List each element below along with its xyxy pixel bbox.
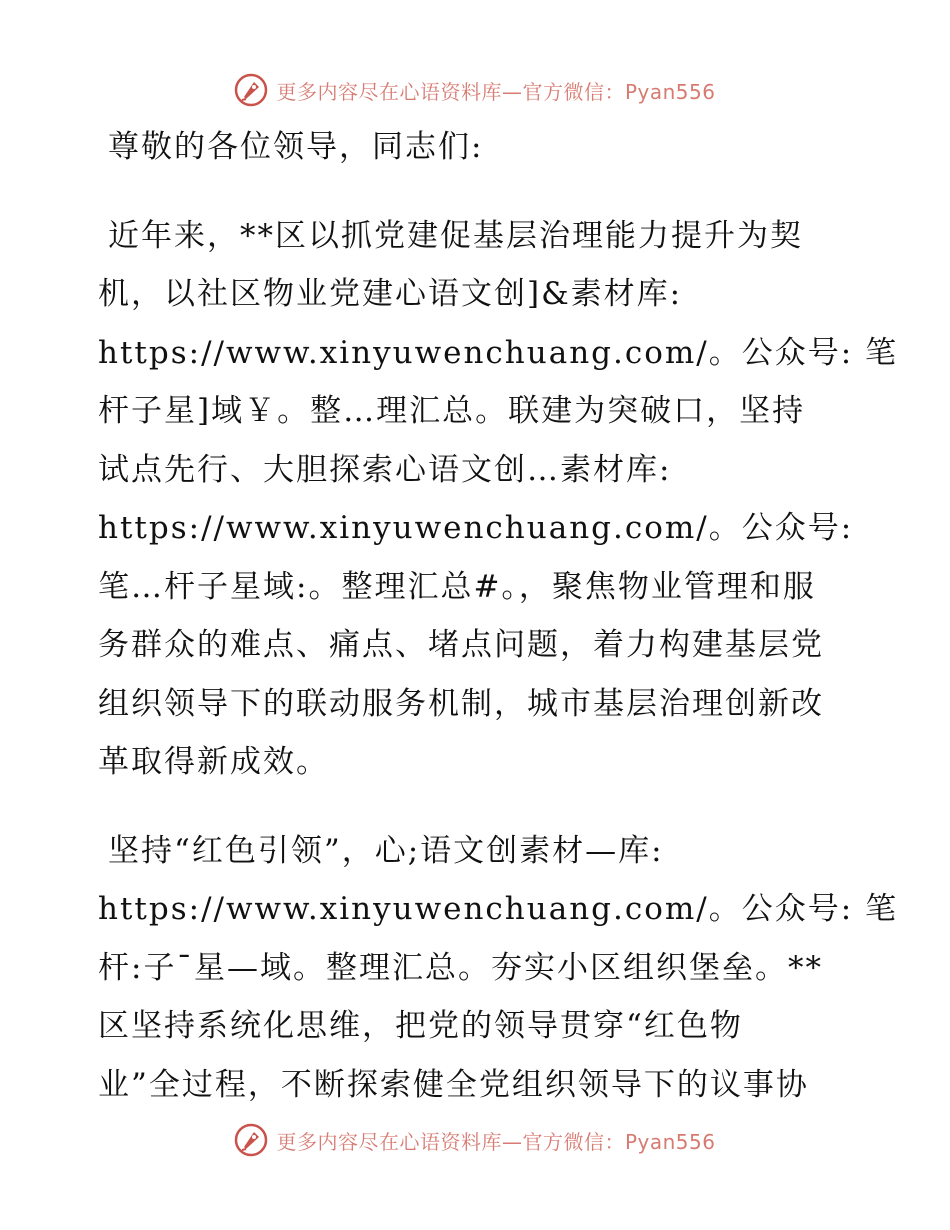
paragraph-2-line: 杆:子¯星—域。整理汇总。夯实小区组织堡垒。** [98, 949, 823, 986]
paragraph-2-line: https://www.xinyuwenchuang.com/。公众号: 笔 [98, 891, 899, 927]
paragraph-1-line: 机，以社区物业党建心语文创]&素材库: [98, 276, 683, 312]
header-banner-text: 更多内容尽在心语资料库—官方微信：Pyan556 [276, 79, 716, 104]
paragraph-1-line: 革取得新成效。 [98, 744, 329, 780]
paragraph-1-line: 杆子星]域￥。整…理汇总。联建为突破口，坚持 [98, 393, 806, 429]
paragraph-2-line: 业”全过程，不断探索健全党组织领导下的议事协 [98, 1066, 809, 1103]
footer-watermark-banner [0, 1120, 950, 1160]
footer-banner-text: 更多内容尽在心语资料库—官方微信：Pyan556 [276, 1129, 716, 1154]
paragraph-2-line: 坚持“红色引领”，心;语文创素材—库: [108, 832, 664, 869]
paragraph-1-line: https://www.xinyuwenchuang.com/。公众号: [98, 510, 854, 546]
pen-nib-logo-icon [234, 73, 268, 107]
paragraph-1-line: 笔…杆子星域:。整理汇总#。，聚焦物业管理和服 [98, 568, 816, 605]
paragraph-spacer [98, 177, 850, 207]
paragraph-1-line: https://www.xinyuwenchuang.com/。公众号: 笔 [98, 334, 899, 371]
header-watermark-banner [0, 70, 950, 110]
paragraph-1-line: 组织领导下的联动服务机制，城市基层治理创新改 [98, 685, 824, 722]
paragraph-1-line: 近年来，**区以抓党建促基层治理能力提升为契 [108, 217, 803, 254]
paragraph-spacer [98, 792, 850, 822]
greeting-line: 尊敬的各位领导，同志们: [108, 129, 484, 165]
document-body [98, 118, 899, 1114]
paragraph-2-line: 区坚持系统化思维，把党的领导贯穿“红色物 [98, 1008, 743, 1044]
paragraph-1-line: 务群众的难点、痛点、堵点问题，着力构建基层党 [98, 627, 824, 663]
paragraph-2 [98, 822, 899, 1115]
paragraph-1 [98, 207, 899, 792]
pen-nib-logo-icon [234, 1123, 268, 1157]
paragraph-1-line: 试点先行、大胆探索心语文创…素材库: [98, 451, 672, 488]
